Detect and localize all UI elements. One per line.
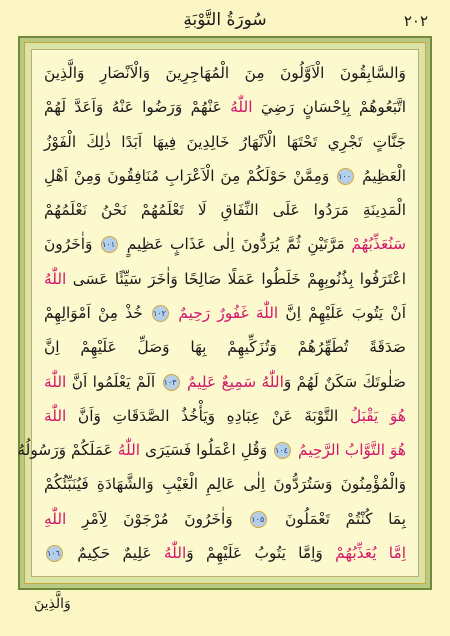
verse-text: اَلَمْ يَعْلَمُوا اَنَّ	[66, 372, 161, 391]
text-line	[44, 195, 406, 225]
catchword: وَالَّذِينَ	[34, 596, 71, 612]
frame-inner-border	[17, 42, 426, 584]
verse-lines	[17, 58, 407, 568]
text-line	[44, 264, 406, 294]
verse-text: وَالسَّابِقُونَ الْاَوَّلُونَ مِنَ الْمُهَاجِرِينَ وَالْاَنْصَارِ وَالَّذِينَ	[44, 64, 406, 82]
ayah-number-marker: ١٠٣	[163, 374, 180, 391]
quran-text-area	[17, 49, 419, 577]
verse-text: عَلِيمٌ حَكِيمٌ	[65, 543, 164, 562]
text-line	[44, 332, 406, 362]
divine-name-text: اللّٰهُ	[117, 441, 141, 460]
page-header	[0, 0, 450, 40]
verse-text: مَرَّتَيْنِ ثُمَّ يُرَدُّونَ اِلٰى عَذَابٍ عَظِيمٍ	[120, 235, 352, 254]
text-line	[44, 229, 406, 259]
divine-name-text: اللّٰهَ غَفُورٌ رَحِيمٌ	[178, 303, 279, 322]
text-line	[44, 401, 406, 431]
verse-text: عَمَلَكُمْ وَرَسُولُهُ	[17, 441, 118, 460]
verse-text: اتَّبَعُوهُمْ بِاِحْسَانٍ رَضِيَ	[252, 98, 406, 117]
verse-text: وَقُلِ اعْمَلُوا فَسَيَرَى	[140, 441, 273, 460]
ayah-number-marker: ١٠٥	[250, 511, 267, 528]
divine-name-text: اللّٰهَ	[44, 372, 67, 391]
verse-text: بِمَا كُنْتُمْ تَعْمَلُونَ	[269, 509, 406, 528]
verse-text: وَمِمَّنْ حَوْلَكُمْ مِنَ الْاَعْرَابِ مُنَافِقُونَ وَمِنْ اَهْلِ	[44, 166, 336, 185]
text-line	[44, 161, 406, 191]
divine-name-text: اللّٰهِ	[44, 509, 67, 528]
verse-text: وَاٰخَرُونَ	[44, 235, 100, 254]
divine-name-text: اللّٰهُ	[44, 269, 67, 288]
verse-text: عَنْهُمْ وَرَضُوا عَنْهُ وَاَعَدَّ لَهُمْ	[44, 98, 231, 117]
verse-text: صَدَقَةً تُطَهِّرُهُمْ وَتُزَكِّيهِمْ بِهَا وَصَلِّ عَلَيْهِمْ اِنَّ	[44, 338, 406, 357]
verse-text: اعْتَرَفُوا بِذُنُوبِهِمْ خَلَطُوا عَمَلًا صَالِحًا وَاٰخَرَ سَيِّئًا عَسَى	[66, 269, 406, 288]
verse-text: الْمَدِينَةِ مَرَدُوا عَلَى النِّفَاقِ لَا تَعْلَمُهُمْ نَحْنُ نَعْلَمُهُمْ	[44, 201, 406, 220]
ayah-number-marker: ١٠٠	[337, 168, 354, 185]
verse-text: صَلٰوتَكَ سَكَنٌ لَهُمْ وَ	[283, 372, 406, 391]
ayah-number-marker: ١٠٦	[46, 545, 63, 562]
divine-name-text: اِمَّا يُعَذِّبُهُمْ	[335, 543, 406, 562]
divine-name-text: اللّٰهُ	[230, 98, 253, 117]
divine-name-text: اللّٰهُ	[163, 543, 187, 562]
ayah-number-marker: ١٠١	[101, 236, 118, 253]
text-line	[44, 504, 406, 534]
text-line	[17, 435, 406, 465]
text-line	[44, 92, 406, 122]
verse-text: جَنَّاتٍ تَجْرِي تَحْتَهَا الْاَنْهَارُ خَالِدِينَ فِيهَا اَبَدًا ذٰلِكَ الْفَوْزُ	[44, 132, 406, 151]
divine-name-text: هُوَ التَّوَّابُ الرَّحِيمُ	[297, 441, 406, 460]
divine-name-text: اللّٰهُ سَمِيعٌ عَلِيمٌ	[186, 372, 284, 391]
page-frame	[18, 36, 432, 590]
verse-text: اَنْ يَتُوبَ عَلَيْهِمْ اِنَّ	[278, 303, 406, 322]
divine-name-text: سَنُعَذِّبُهُمْ	[351, 235, 407, 254]
text-line	[44, 469, 406, 499]
verse-text: وَاِمَّا يَتُوبُ عَلَيْهِمْ وَ	[186, 543, 336, 562]
verse-text: وَالْمُؤْمِنُونَ وَسَتُرَدُّونَ اِلٰى عَالِمِ الْغَيْبِ وَالشَّهَادَةِ فَيُنَبِّئُكُمْ	[44, 475, 406, 494]
divine-name-text: اللّٰهَ	[44, 406, 67, 425]
ayah-number-marker: ١٠٤	[274, 442, 291, 459]
page-number: ٢٠٢	[403, 12, 428, 30]
verse-text: خُذْ مِنْ اَمْوَالِهِمْ	[44, 303, 151, 322]
text-line	[44, 538, 406, 568]
verse-text: الْعَظِيمُ	[356, 166, 406, 185]
text-line	[44, 367, 406, 397]
verse-text: وَاٰخَرُونَ مُرْجَوْنَ لِاَمْرِ	[66, 509, 249, 528]
surah-title: سُورَةُ التَّوْبَةِ	[183, 10, 267, 30]
text-line	[44, 58, 406, 88]
divine-name-text: هُوَ يَقْبَلُ	[349, 406, 406, 425]
text-line	[44, 127, 406, 157]
text-line	[44, 298, 406, 328]
verse-text: التَّوْبَةَ عَنْ عِبَادِهِ وَيَأْخُذُ الصَّدَقَاتِ وَاَنَّ	[66, 406, 350, 425]
ayah-number-marker: ١٠٢	[152, 305, 169, 322]
